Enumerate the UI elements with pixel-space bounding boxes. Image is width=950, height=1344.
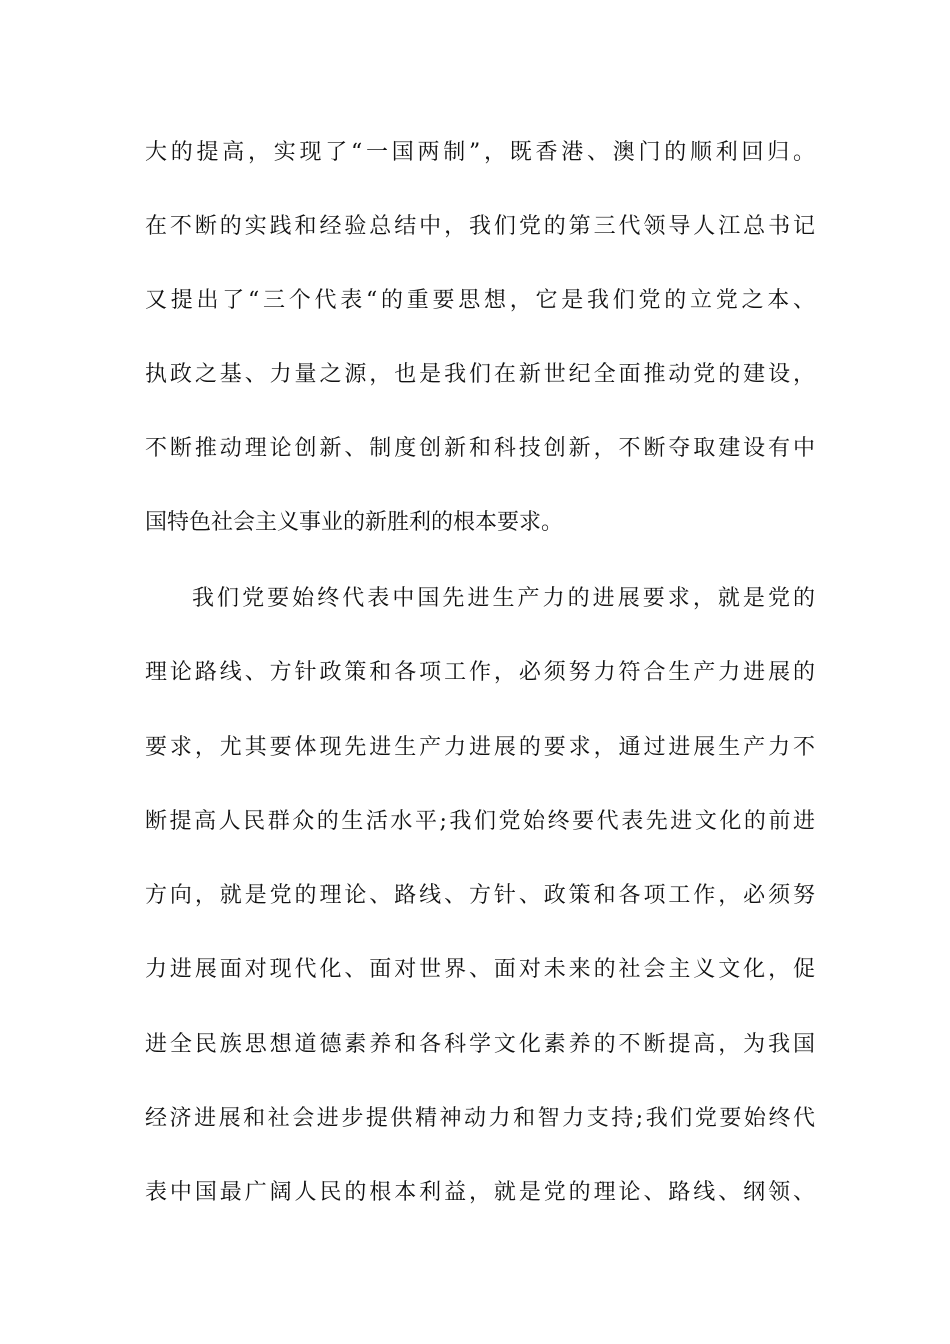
text-line-8: 理论路线、方针政策和各项工作，必须努力符合生产力进展的 xyxy=(145,660,815,685)
text-line-9: 要求，尤其要体现先进生产力进展的要求，通过进展生产力不 xyxy=(145,735,815,760)
text-line-6: 国特色社会主义事业的新胜利的根本要求。 xyxy=(145,510,564,535)
text-line-5: 不断推动理论创新、制度创新和科技创新，不断夺取建设有中 xyxy=(145,436,815,461)
text-line-15: 表中国最广阔人民的根本利益，就是党的理论、路线、纲领、 xyxy=(145,1180,815,1205)
text-line-1: 大的提高，实现了“一国两制”，既香港、澳门的顺利回归。 xyxy=(145,140,815,165)
text-line-7: 我们党要始终代表中国先进生产力的进展要求，就是党的 xyxy=(192,586,815,611)
text-line-4: 执政之基、力量之源，也是我们在新世纪全面推动党的建设， xyxy=(145,362,815,387)
text-line-14: 经济进展和社会进步提供精神动力和智力支持;我们党要始终代 xyxy=(145,1106,815,1131)
text-line-11: 方向，就是党的理论、路线、方针、政策和各项工作，必须努 xyxy=(145,883,815,908)
text-line-13: 进全民族思想道德素养和各科学文化素养的不断提高，为我国 xyxy=(145,1032,815,1057)
text-line-3: 又提出了“三个代表“的重要思想，它是我们党的立党之本、 xyxy=(145,288,815,313)
text-line-2: 在不断的实践和经验总结中，我们党的第三代领导人江总书记 xyxy=(145,214,815,239)
text-line-12: 力进展面对现代化、面对世界、面对未来的社会主义文化，促 xyxy=(145,957,815,982)
text-line-10: 断提高人民群众的生活水平;我们党始终要代表先进文化的前进 xyxy=(145,809,815,834)
